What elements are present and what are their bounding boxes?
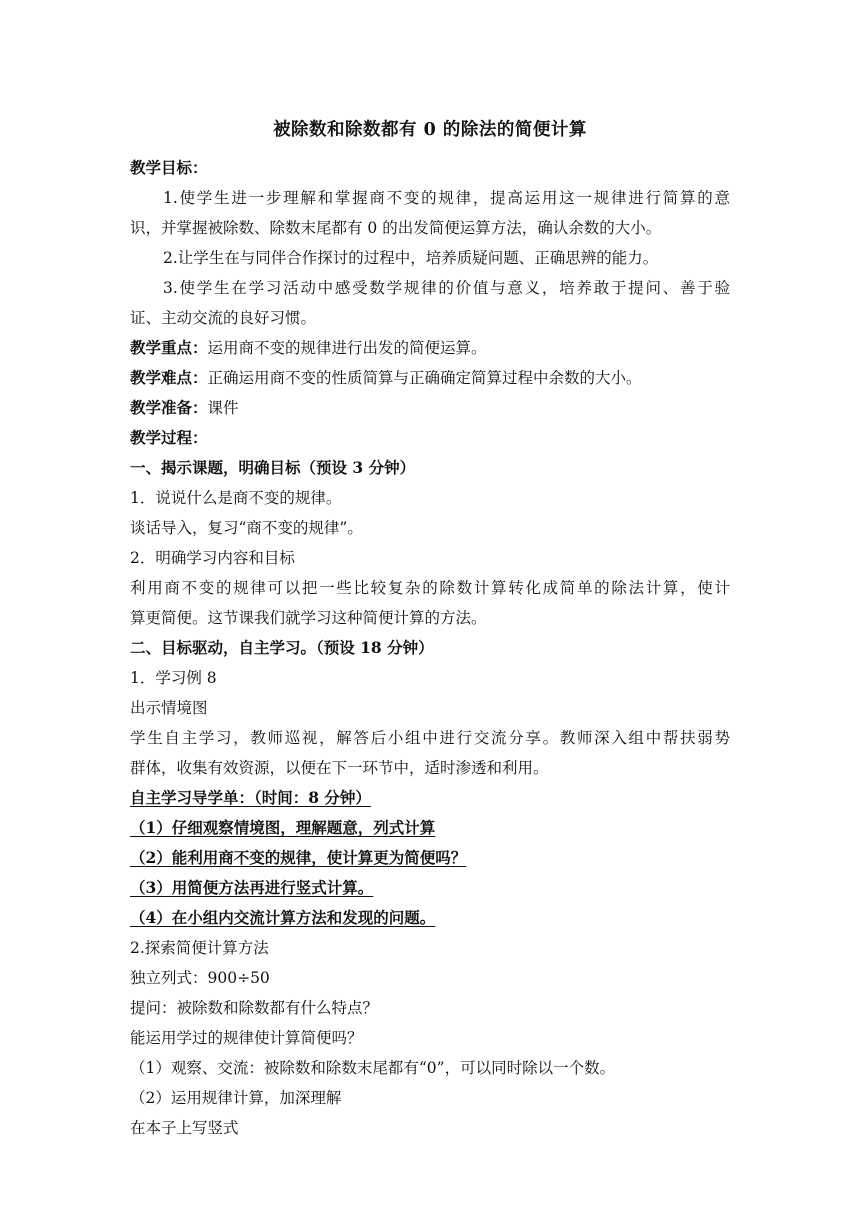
objective-1-line-1: 1.使学生进一步理解和掌握商不变的规律，提高运用这一规律进行简算的意	[163, 189, 730, 207]
guide-heading: 自主学习导学单：（时间：8 分钟）	[130, 788, 371, 807]
process-heading: 教学过程：	[130, 428, 208, 447]
section-2-item-1: 1．学习例 8	[130, 669, 217, 687]
section-2-heading: 二、目标驱动，自主学习。（预设 18 分钟）	[130, 638, 434, 657]
question-2: 能运用学过的规律使计算简便吗？	[130, 1029, 363, 1047]
objectives-heading: 教学目标：	[130, 158, 208, 177]
preparation	[130, 398, 730, 418]
key-point	[130, 338, 730, 358]
independent-expression: 独立列式：900÷50	[130, 969, 270, 987]
section-1-item-1: 1．说说什么是商不变的规律。	[130, 489, 342, 507]
objective-3-line-1: 3.使学生在学习活动中感受数学规律的价值与意义，培养敢于提问、善于验	[163, 279, 730, 297]
difficult-point-label: 教学难点：	[130, 368, 208, 387]
explore-heading: 2.探索简便计算方法	[130, 939, 269, 957]
section-2-para-line-1: 学生自主学习，教师巡视，解答后小组中进行交流分享。教师深入组中帮扶弱势	[130, 729, 730, 747]
section-1-heading: 一、揭示课题，明确目标（预设 3 分钟）	[130, 458, 416, 477]
preparation-label: 教学准备：	[130, 398, 208, 417]
objective-1-line-2: 识，并掌握被除数、除数末尾都有 0 的出发简便运算方法，确认余数的大小。	[130, 219, 662, 237]
objective-3-line-2: 证、主动交流的良好习惯。	[130, 309, 317, 327]
question-1: 提问：被除数和除数都有什么特点？	[130, 999, 379, 1017]
key-point-text: 运用商不变的规律进行出发的简便运算。	[207, 339, 487, 357]
guide-item-3: （3）用简便方法再进行竖式计算。	[130, 878, 374, 897]
key-point-label: 教学重点：	[130, 338, 208, 357]
difficult-point	[130, 368, 730, 388]
guide-item-2: （2）能利用商不变的规律，使计算更为简便吗？	[130, 848, 467, 867]
section-1-item-2-line-2: 算更简便。这节课我们就学习这种简便计算的方法。	[130, 609, 487, 627]
observe-step: （1）观察、交流：被除数和除数末尾都有“0”，可以同时除以一个数。	[130, 1059, 616, 1077]
section-1-item-2-line-1: 利用商不变的规律可以把一些比较复杂的除数计算转化成简单的除法计算，使计	[130, 579, 730, 597]
section-2-show: 出示情境图	[130, 699, 208, 717]
objective-2: 2.让学生在与同伴合作探讨的过程中，培养质疑问题、正确思辨的能力。	[163, 249, 659, 267]
section-1-item-2: 2．明确学习内容和目标	[130, 549, 295, 567]
preparation-text: 课件	[207, 399, 239, 417]
difficult-point-text: 正确运用商不变的性质简算与正确确定简算过程中余数的大小。	[207, 369, 642, 387]
section-1-item-1-detail: 谈话导入，复习“商不变的规律”。	[130, 519, 363, 537]
apply-step: （2）运用规律计算，加深理解	[130, 1089, 342, 1107]
section-2-para-line-2: 群体，收集有效资源，以便在下一环节中，适时渗透和利用。	[130, 759, 549, 777]
write-step: 在本子上写竖式	[130, 1119, 239, 1137]
guide-item-1: （1）仔细观察情境图，理解题意，列式计算	[130, 818, 436, 837]
document-title: 被除数和除数都有 0 的除法的简便计算	[273, 120, 587, 140]
guide-item-4: （4）在小组内交流计算方法和发现的问题。	[130, 908, 436, 927]
